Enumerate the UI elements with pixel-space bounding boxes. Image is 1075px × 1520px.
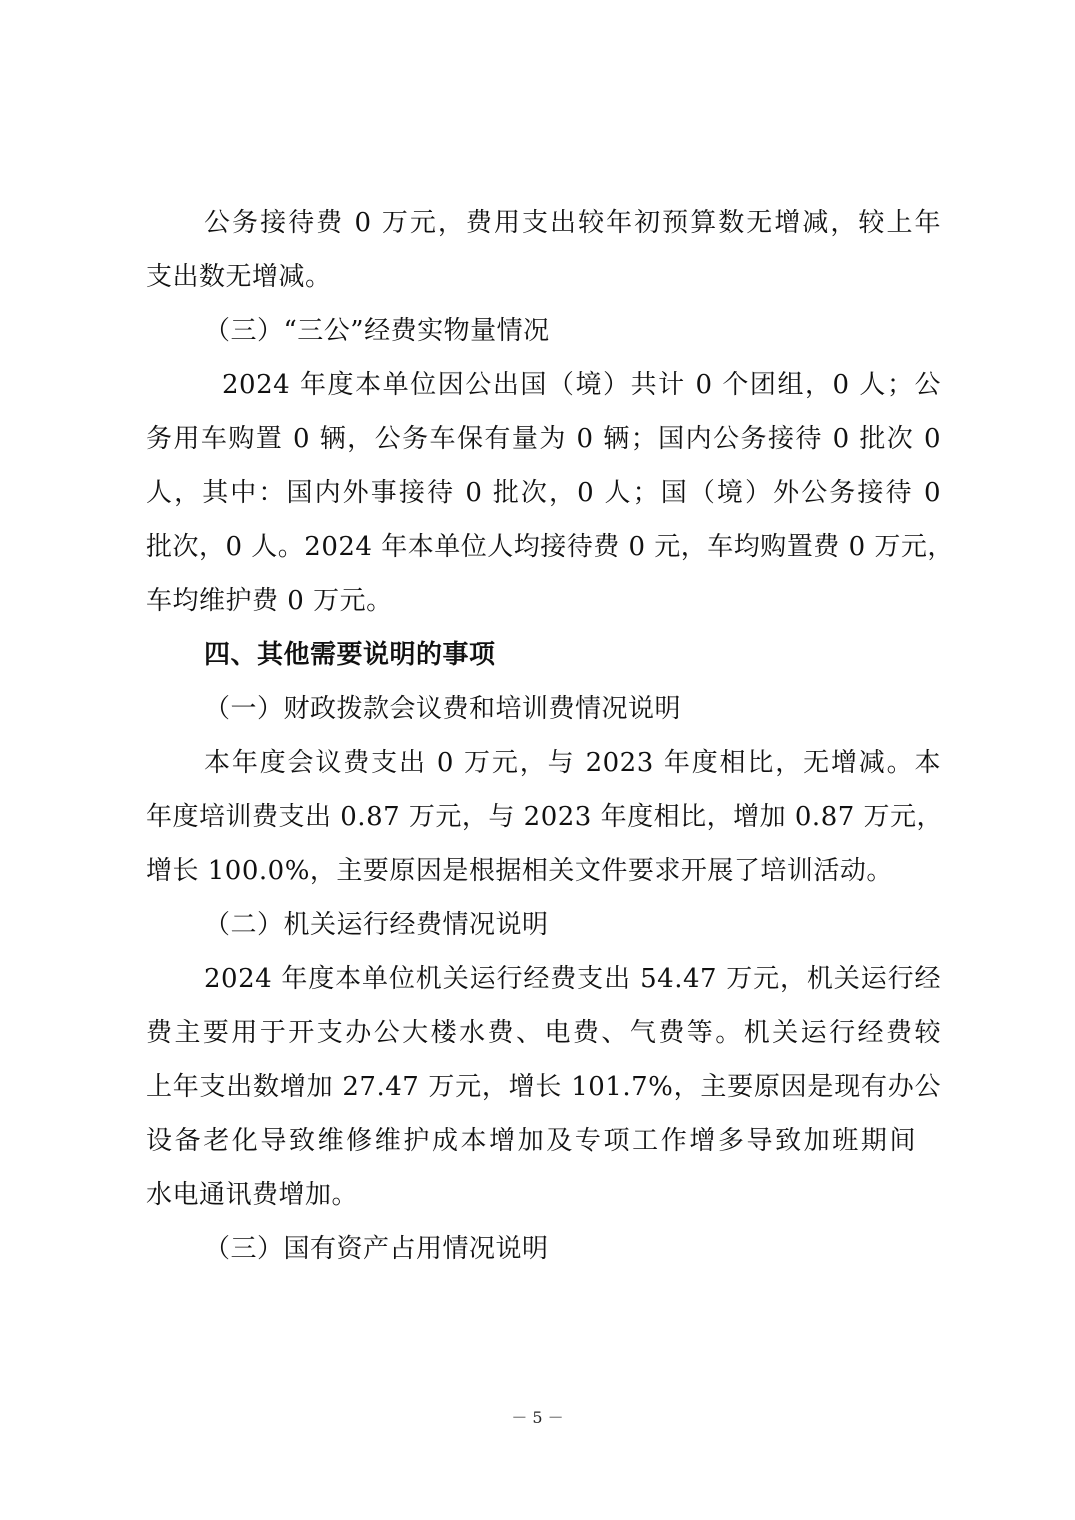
body-text-line: 2024 年度本单位因公出国（境）共计 0 个团组，0 人；公	[222, 370, 941, 400]
body-text-line: 批次，0 人。2024 年本单位人均接待费 0 元，车均购置费 0 万元，	[146, 532, 954, 562]
body-text-line: 人，其中：国内外事接待 0 批次，0 人；国（境）外公务接待 0	[146, 478, 941, 508]
body-text-line: 水电通讯费增加。	[146, 1180, 359, 1210]
body-text-line: 费主要用于开支办公大楼水费、电费、气费等。机关运行经费较	[146, 1018, 941, 1048]
subsection-heading: （三）国有资产占用情况说明	[204, 1234, 549, 1264]
subsection-heading: （一）财政拨款会议费和培训费情况说明	[204, 694, 682, 724]
page-number: － 5 －	[511, 1408, 564, 1427]
section-heading: 四、其他需要说明的事项	[204, 640, 496, 670]
body-text-line: 支出数无增减。	[146, 262, 332, 292]
body-text-line: 本年度会议费支出 0 万元，与 2023 年度相比，无增减。本	[204, 748, 941, 778]
body-text-line: 设备老化导致维修维护成本增加及专项工作增多导致加班期间	[146, 1126, 916, 1156]
body-text-line: 务用车购置 0 辆，公务车保有量为 0 辆；国内公务接待 0 批次 0	[146, 424, 941, 454]
body-text-line: 上年支出数增加 27.47 万元，增长 101.7%，主要原因是现有办公	[146, 1072, 941, 1102]
body-text-line: 增长 100.0%，主要原因是根据相关文件要求开展了培训活动。	[146, 856, 893, 886]
body-text-line: 2024 年度本单位机关运行经费支出 54.47 万元，机关运行经	[204, 964, 941, 994]
body-text-line: 公务接待费 0 万元，费用支出较年初预算数无增减，较上年	[204, 208, 941, 238]
body-text-line: 车均维护费 0 万元。	[146, 586, 393, 616]
body-text-line: 年度培训费支出 0.87 万元，与 2023 年度相比，增加 0.87 万元，	[146, 802, 944, 832]
subsection-heading: （三）“三公”经费实物量情况	[204, 316, 550, 346]
subsection-heading: （二）机关运行经费情况说明	[204, 910, 549, 940]
